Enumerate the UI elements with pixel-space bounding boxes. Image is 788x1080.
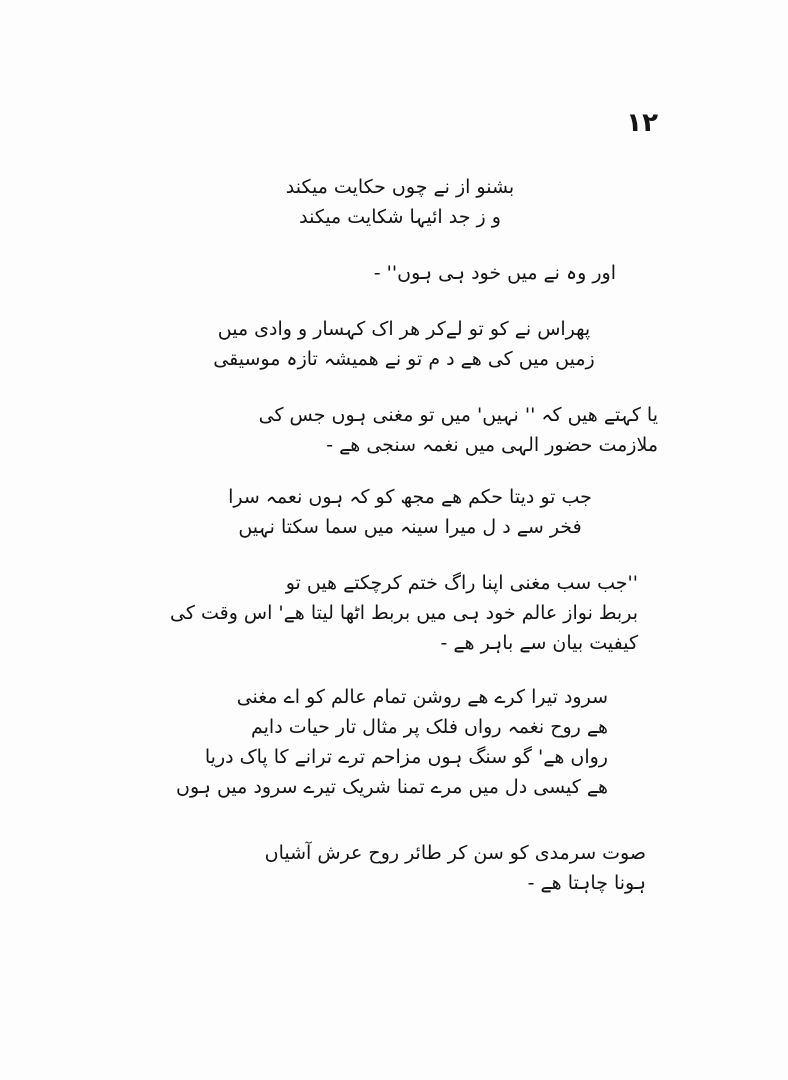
- prose-paragraph: [158, 568, 638, 658]
- verse-line: زمیں میں کی ھے د م تو نے ھمیشہ تازہ موسیقی: [213, 348, 595, 370]
- prose-text: بربط نواز عالم خود ہی میں بربط اٹھا لیتا ھے' اس وقت کی: [170, 602, 638, 624]
- page-number: ۱۲: [626, 108, 658, 138]
- verse-line: ھے روح نغمہ رواں فلک پر مثال تار حیات دایم: [250, 716, 608, 738]
- verse-stanza: [200, 482, 620, 542]
- prose-text: کیفیت بیان سے باہر ھے -: [440, 632, 638, 654]
- prose-line: [196, 258, 616, 288]
- prose-paragraph: [158, 400, 658, 460]
- verse-line: رواں ھے' گو سنگ ہوں مزاحم ترے ترانے کا پاک دریا: [204, 746, 608, 768]
- verse-line: سرود تیرا کرے ھے روشن تمام عالم کو اے مغنی: [236, 686, 608, 708]
- prose-text: ملازمت حضور الہی میں نغمہ سنجی ھے -: [326, 434, 658, 456]
- verse-line: ھے کیسی دل میں مرے تمنا شریک تیرے سرود میں ہوں: [176, 776, 608, 798]
- prose-text: اور وہ نے میں خود ہی ہوں'' -: [373, 262, 616, 284]
- persian-couplet: [200, 172, 600, 232]
- prose-text: صوت سرمدی کو سن کر طائر روح عرش آشیاں: [264, 842, 646, 864]
- prose-paragraph: [156, 838, 646, 898]
- verse-line: فخر سے د ل میرا سینہ میں سما سکتا نہیں: [238, 516, 582, 538]
- verse-line: و ز جد ائیہا شکایت میکند: [299, 206, 501, 228]
- verse-stanza: [158, 682, 608, 802]
- verse-stanza: [170, 314, 638, 374]
- verse-line: بشنو از نے چوں حکایت میکند: [285, 176, 515, 198]
- prose-text: ''جب سب مغنی اپنا راگ ختم کرچکتے ھیں تو: [285, 572, 638, 594]
- verse-line: پھراس نے کو تو لےکر ھر اک کہسار و وادی میں: [217, 318, 591, 340]
- prose-text: ہونا چاہتا ھے -: [527, 872, 646, 894]
- verse-line: جب تو دیتا حکم ھے مجھ کو کہ ہوں نعمہ سرا: [228, 486, 592, 508]
- prose-text: یا کہتے ھیں کہ '' نہیں' میں تو مغنی ہوں جس کی: [258, 404, 658, 426]
